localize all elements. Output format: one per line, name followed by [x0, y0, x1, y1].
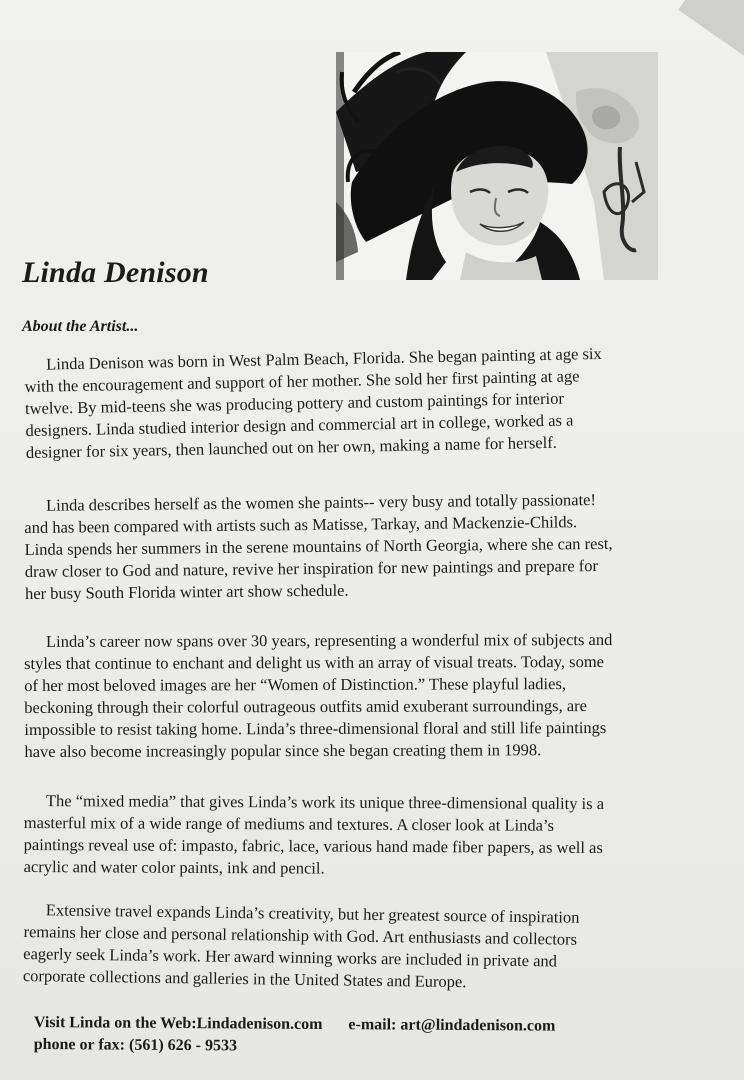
- text-line: Linda’s career now spans over 30 years, representing a wonderful mix of subjects and: [46, 629, 613, 651]
- bio-paragraph-1: [24, 341, 726, 464]
- artist-name-heading: Linda Denison: [22, 256, 209, 289]
- text-line: masterful mix of a wide range of mediums and textures. A closer look at Linda’s: [23, 812, 555, 835]
- bio-paragraph-2: [24, 488, 725, 605]
- text-line: acrylic and water color paints, ink and pencil.: [23, 856, 325, 878]
- text-line: Linda describes herself as the women she paints-- very busy and totally passionate!: [46, 490, 597, 515]
- text-line: eagerly seek Linda’s work. Her award winning works are included in private and: [23, 943, 558, 971]
- website-text: Visit Linda on the Web:Lindadenison.com: [33, 1013, 323, 1034]
- contact-row: [34, 1034, 674, 1060]
- text-line: styles that continue to enchant and delight us with an array of visual treats. Today, some: [24, 651, 605, 673]
- text-line: twelve. By mid-teens she was producing pottery and custom paintings for interior: [24, 388, 565, 418]
- text-line: impossible to resist taking home. Linda’s three-dimensional floral and still life paintings: [24, 717, 607, 739]
- bio-paragraph-4: [24, 790, 724, 882]
- bio-paragraph-3: [24, 629, 724, 763]
- text-line: Extensive travel expands Linda’s creativity, but her greatest source of inspiration: [45, 900, 580, 927]
- text-line: Linda Denison was born in West Palm Beach, Florida. She began painting at age six: [46, 343, 602, 374]
- about-subheading: About the Artist...: [22, 318, 139, 335]
- text-line: Linda spends her summers in the serene mountains of North Georgia, where she can rest,: [24, 533, 613, 559]
- phone-text: phone or fax: (561) 626 - 9533: [33, 1035, 238, 1055]
- email-text: e-mail: art@lindadenison.com: [348, 1016, 556, 1035]
- text-line: beckoning through their colorful outrageous outfits amid exuberant surroundings, are: [24, 696, 587, 717]
- artist-portrait-image: [336, 52, 658, 280]
- text-line: corporate collections and galleries in the United States and Europe.: [22, 965, 467, 992]
- text-line: designers. Linda studied interior design and commercial art in college, worked as a: [25, 410, 574, 440]
- text-line: have also become increasingly popular since she began creating them in 1998.: [24, 740, 542, 761]
- bio-paragraph-5: [23, 899, 724, 997]
- text-line: of her most beloved images are her “Women of Distinction.” These playful ladies,: [24, 674, 567, 695]
- text-line: with the encouragement and support of her mother. She sold her first painting at age: [24, 366, 580, 396]
- text-line: and has been compared with artists such as Matisse, Tarkay, and Mackenzie-Childs.: [24, 512, 578, 537]
- text-line: designer for six years, then launched out on her own, making a name for herself.: [25, 432, 558, 462]
- text-line: remains her close and personal relationship with God. Art enthusiasts and collectors: [23, 921, 578, 949]
- contact-info: [34, 1012, 674, 1060]
- text-line: The “mixed media” that gives Linda’s work its unique three-dimensional quality is a: [45, 791, 605, 814]
- text-line: draw closer to God and nature, revive her inspiration for new paintings and prepare for: [24, 555, 599, 581]
- text-line: her busy South Florida winter art show schedule.: [24, 580, 349, 603]
- artist-portrait: [336, 52, 658, 280]
- text-line: paintings reveal use of: impasto, fabric, lace, various hand made fiber papers, as well as: [23, 834, 603, 858]
